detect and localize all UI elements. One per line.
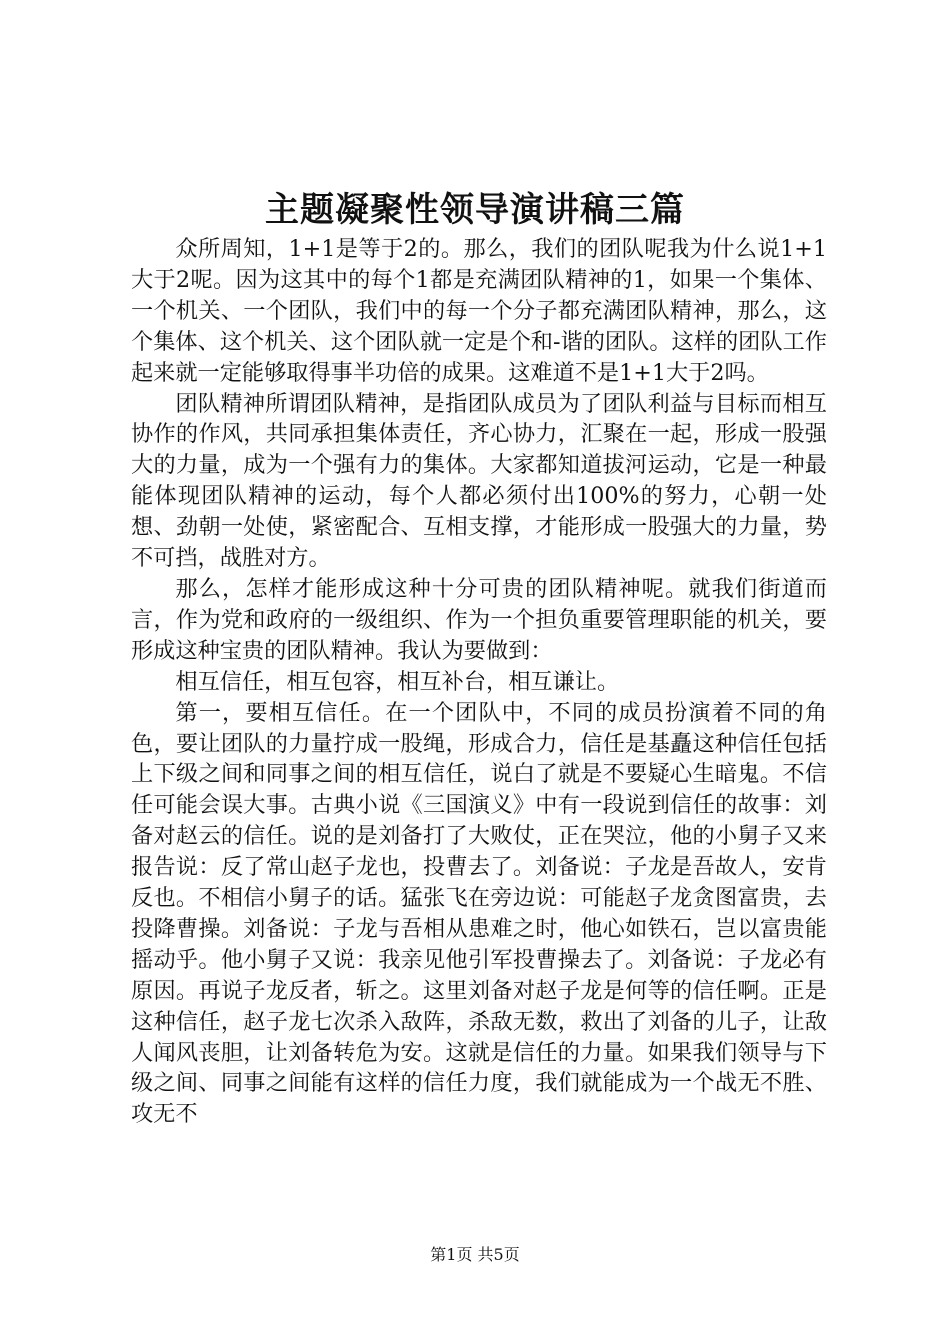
paragraph-team-spirit: 团队精神所谓团队精神，是指团队成员为了团队利益与目标而相互协作的作风，共同承担集体责任，齐心协力，汇聚在一起，形成一股强大的力量，成为一个强有力的集体。大家都知道拔河运动，它是一种最能体现团队精神的运动，每个人都必须付出100%的努力，心朝一处想、劲朝一处使，紧密配合、互相支撑，才能形成一股强大的力量，势不可挡，战胜对方。	[131, 390, 827, 572]
paragraph-four-principles: 相互信任，相互包容，相互补台，相互谦让。	[175, 668, 620, 695]
paragraph-how-to: 那么，怎样才能形成这种十分可贵的团队精神呢。就我们街道而言，作为党和政府的一级组织、作为一个担负重要管理职能的机关，要形成这种宝贵的团队精神。我认为要做到：	[131, 575, 827, 664]
paragraph-trust: 第一，要相互信任。在一个团队中，不同的成员扮演着不同的角色，要让团队的力量拧成一股绳，形成合力，信任是基矗这种信任包括上下级之间和同事之间的相互信任，说白了就是不要疑心生暗鬼。不信任可能会误大事。古典小说《三国演义》中有一段说到信任的故事：刘备对赵云的信任。说的是刘备打了大败仗，正在哭泣，他的小舅子又来报告说：反了常山赵子龙也，投曹去了。刘备说：子龙是吾故人，安肯反也。不相信小舅子的话。猛张飞在旁边说：可能赵子龙贪图富贵，去投降曹操。刘备说：子龙与吾相从患难之时，他心如铁石，岂以富贵能摇动乎。他小舅子又说：我亲见他引军投曹操去了。刘备说：子龙必有原因。再说子龙反者，斩之。这里刘备对赵子龙是何等的信任啊。正是这种信任，赵子龙七次杀入敌阵，杀敌无数，救出了刘备的儿子，让敌人闻风丧胆，让刘备转危为安。这就是信任的力量。如果我们领导与下级之间、同事之间能有这样的信任力度，我们就能成为一个战无不胜、攻无不	[131, 699, 827, 1128]
document-body	[131, 234, 827, 1130]
page-footer: 第1页 共5页	[430, 1245, 520, 1264]
document-title: 主题凝聚性领导演讲稿三篇	[265, 190, 685, 230]
paragraph-intro: 众所周知，1+1是等于2的。那么，我们的团队呢我为什么说1+1大于2呢。因为这其中的每个1都是充满团队精神的1，如果一个集体、一个机关、一个团队，我们中的每一个分子都充满团队精神，那么，这个集体、这个机关、这个团队就一定是个和-谐的团队。这样的团队工作起来就一定能够取得事半功倍的成果。这难道不是1+1大于2吗。	[131, 236, 827, 386]
